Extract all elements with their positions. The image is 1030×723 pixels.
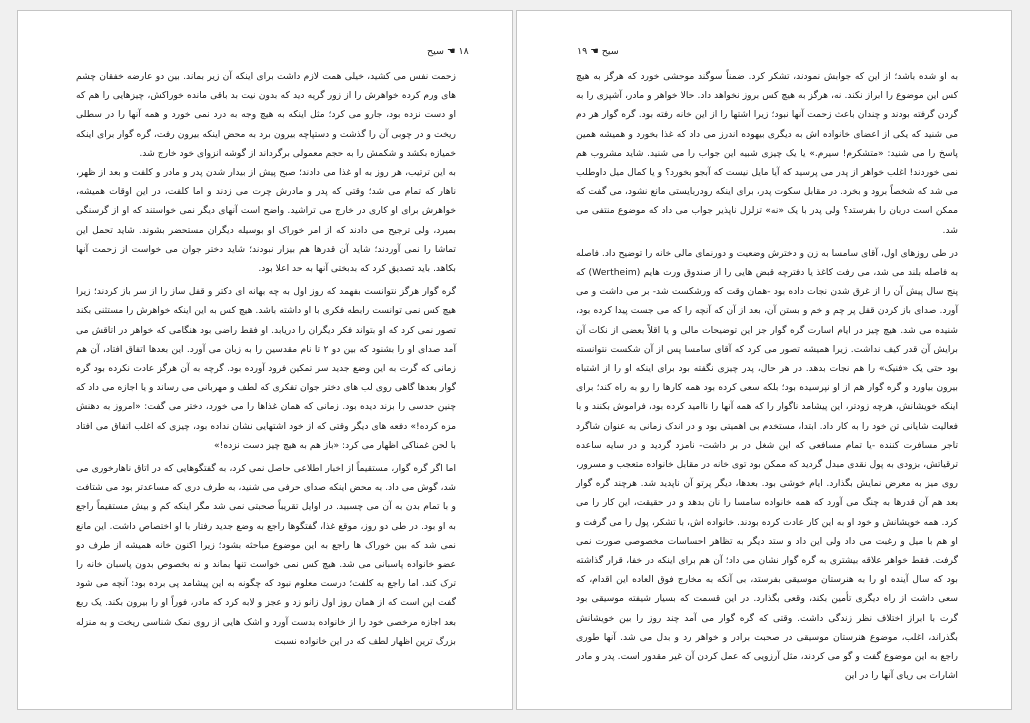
paragraph: به او شده باشد؛ از این که جوابش نمودند، تشکر کرد. ضمناً سوگند موحشی خورد که هرگز به هیچ کس این موضوع را ابراز نکند. نه، هرگز به هیچ کس بروز نخواهد داد. حالا خواهر و مادر، آشپزی را به گردن گرفته بودند و چندان باعث زحمت آنها نبود؛ زیرا اشتها را از این خانه رفته بود. گره گوار هر دم می شنید که یکی از اعضای خانواده اش به دیگری بیهوده اندرز می داد که غذا بخورد و همیشه همین پاسخ را می شنید: «متشکرم! سیرم.» یا یک چیزی شبیه این جواب را می شنید. شاید مشروب هم نمی خوردند! اغلب خواهر از پدر می پرسید که آیا مایل نیست که آبجو بخورد؟ و یا کمال میل داوطلب می شد که شخصاً برود و بخرد. در مقابل سکوت پدر، برای اینکه رودربایستی مانع نشود، می گفت که ممکن است دربان را بفرستد؟ ولی پدر با یک «نه» تزلزل ناپذیر جواب می داد که موضوع منتفی می شد. — [576, 71, 958, 236]
left-page — [17, 10, 513, 710]
page-header-right: سیح ☚ ۱۹ — [577, 46, 619, 57]
page-body-right — [576, 67, 958, 686]
paragraph: در طی روزهای اول، آقای سامسا به زن و دخترش وضعیت و دورنمای مالی خانه را توضیح داد. فاصله به فاصله بلند می شد، می رفت کاغذ یا دفترچه قبض هایی را از صندوق ورت هایم (Wertheim) که پنج سال پیش آن را از غرق شدن نجات داده بود -همان وقت که ورشکست شد- بر می داشت و می آورد. صدای باز کردن قفل پر چم و خم و بستن آن، بعد از آن که آنچه را که می جست پیدا کرده بود، شنیده می شد. هیچ چیز در ایام اسارت گره گوار جز این توضیحات مالی و یا اقلاً بعضی از نکات آن برایش آن قدر کیف نداشت. زیرا همیشه تصور می کرد که آقای سامسا پس از آن شکست نتوانسته بود حتی یک «فنیک» را هم نجات بدهد. در هر حال، پدر چیزی نگفته بود برای اینکه او را از اشتباه بیرون بیاورد و گره گوار هم از او نپرسیده بود؛ بلکه سعی کرده بود همه کارها را رو به راه کند؛ برای اینکه خویشانش، هرچه زودتر، این پیشامد ناگوار را که همه آنها را ناامید کرده بود، فراموش بکنند و با فعالیت شایانی تن خود را به کار داد. ابتدا، مستخدم بی اهمیتی بود و در اندک زمانی به عنوان شاگرد تاجر مسافرت کننده -یا تمام مسافعی که این شغل در بر داشت- نامزد گردید و در سایه ساعده ترقیاتش، بزودی به پول نقدی مبدل گردید که ممکن بود توی خانه در مقابل خانواده متعجب و مسرور، روی میز به معرض نمایش بگذارد. ایام خوشی بود. بعدها، دیگر پرتو آن ناپدید شد. هرچند گره گوار بعد هم آن قدرها به چنگ می آورد که همه خانواده سامسا را نان بدهد و در حقیقت، این کار را می کرد. همه خویشانش و خود او به این کار عادت کرده بودند. خانواده اش، با تشکر، پول را می گرفت و او هم با میل و رغبت می داد ولی این داد و ستد دیگر به تظاهر احساسات مخصوصی صورت نمی گرفت. فقط خواهر علاقه بیشتری به گره گوار نشان می داد؛ آن هم برای اینکه در خفا، قرار گذاشته بود که سال آینده او را به هنرستان موسیقی بفرستد، بی آنکه به مخارج فوق العاده این اقدام، که سعی داشت از راه دیگری تأمین بکند، وقعی بگذارد. در این قسمت که بسیار شیفته موسیقی بود گرت با ابراز اختلاف نظر زندگی داشت. وقتی که گره گوار می آمد چند روز را بین خویشانش بگذراند، اغلب، موضوع هنرستان موسیقی در صحبت برادر و خواهر رد و بدل می شد. آنها طوری راجع به این موضوع گفت و گو می کردند، مثل آرزویی که عمل کردن آن غیر مقدور است. پدر و مادر اشارات بی ریای آنها را در این — [576, 247, 958, 682]
paragraph: گره گوار هرگز نتوانست بفهمد که روز اول به چه بهانه ای دکتر و قفل ساز را از سر باز کردند؛ زیرا هیچ کس نمی توانست رابطه فکری با او داشته باشد. هیچ کس به این اینکه خواهرش را مستثنی بکند تصور نمی کرد که او بتواند فکر دیگران را دریابد. او فقط راضی بود هنگامی که خواهر در اتاقش می آمد صدای او را بشنود که بین دو ۲ تا نام مقدسین را به زبان می آورد. این بعدها اتفاق افتاد، آن هم زمانی که گرت به این وضع جدید سر تمکین فرود آورده بود. گرچه به آن هرگز عادت نکرده بود گره گوار بعدها گاهی روی لب های دختر جوان تفکری که لطف و مهربانی می رساند و یا اجازه می داد که چنین حدسی را بزند دیده بود. زمانی که همان غذاها را می خورد، دختر می گفت: «امروز به دهنش مزه کرده!» دفعه های دیگر وقتی که از خود اشتهایی نشان نداده بود، چیزی که اغلب اتفاق می افتاد با لحن غمناکی اظهار می کرد: «باز هم به هیچ چیز دست نزده!» — [76, 286, 457, 451]
paragraph: زحمت نفس می کشید، خیلی همت لازم داشت برای اینکه آن زیر بماند. بین دو عارضه خفقان چشم های ورم کرده خواهرش را از زور گریه دید که بدون نیت بد باقی مانده خوراکش، چیزهایی را هم که او دست نزده بود، جارو می کرد؛ مثل اینکه به هیچ وجه به درد نمی خورد و همه آنها را در سطلی ریخت و در چوبی آن را گذشت و دستپاچه بیرون برد به محض اینکه بیرون رفت، گره گوار برای اینکه خمیازه بکشد و شکمش را به حجم معمولی برگرداند از گوشه انزوای خود خارج شد. — [76, 71, 456, 159]
page-header-left: ۱۸ ☚ سیح — [427, 46, 469, 57]
paragraph: اما اگر گره گوار، مستقیماً از اخبار اطلاعی حاصل نمی کرد، به گفتگوهایی که در اتاق ناهارخوری می شد، گوش می داد. به محض اینکه صدای حرفی می شنید، به طرف دری که مساعدتر بود می شتافت و با تمام بدن به آن می چسبید. در اوایل تقریباً صحبتی نمی شد مگر اینکه کم و بیش مستقیماً راجع به او بود. در طی دو روز، موقع غذا، گفتگوها راجع به وضع جدید رفتار با او اختصاص داشت. این مانع نمی شد که بین خوراک ها راجع به این موضوع مباحثه بشود؛ زیرا اکنون خانه همیشه از طرف دو عضو خانواده پاسبانی می شد. هیچ کس نمی خواست تنها بماند و نه بخصوص بدون پاسبان خانه را ترک کند. اما راجع به کلفت؛ درست معلوم نبود که چگونه به این پیشامد پی برده بود: آنچه می شود گفت این است که از همان روز اول زانو زد و عجز و لابه کرد که مادر، فوراً او را بیرون بکند. یک ربع بعد اجازه مرخصی خود را از خانواده بدست آورد و اشک هایی از روی نمک شناسی ریخت و به منزله بزرگ ترین اظهار لطف که در این خانواده نسبت — [76, 463, 456, 647]
page-body-left — [76, 67, 456, 651]
paragraph: به این ترتیب، هر روز به او غذا می دادند؛ صبح پیش از بیدار شدن پدر و مادر و کلفت و بعد از ظهر، ناهار که تمام می شد؛ وقتی که پدر و مادرش چرت می زدند و اما کلفت، در این اوقات همیشه، خواهرش برای او کاری در خارج می تراشید. واضح است آنهای دیگر نمی خواستند که او از گرسنگی بمیرد، ولی ترجیح می دادند که از امر خوراک او بوسیله دیگران مستحضر بشوند. شاید تحمل این تماشا را نمی آوردند؛ شاید آن قدرها هم بیزار نبودند؛ شاید دختر جوان می خواست از زحمت آنها بکاهد. باید تصدیق کرد که بدبختی آنها به حد اعلا بود. — [76, 167, 456, 275]
right-page — [516, 10, 1012, 710]
